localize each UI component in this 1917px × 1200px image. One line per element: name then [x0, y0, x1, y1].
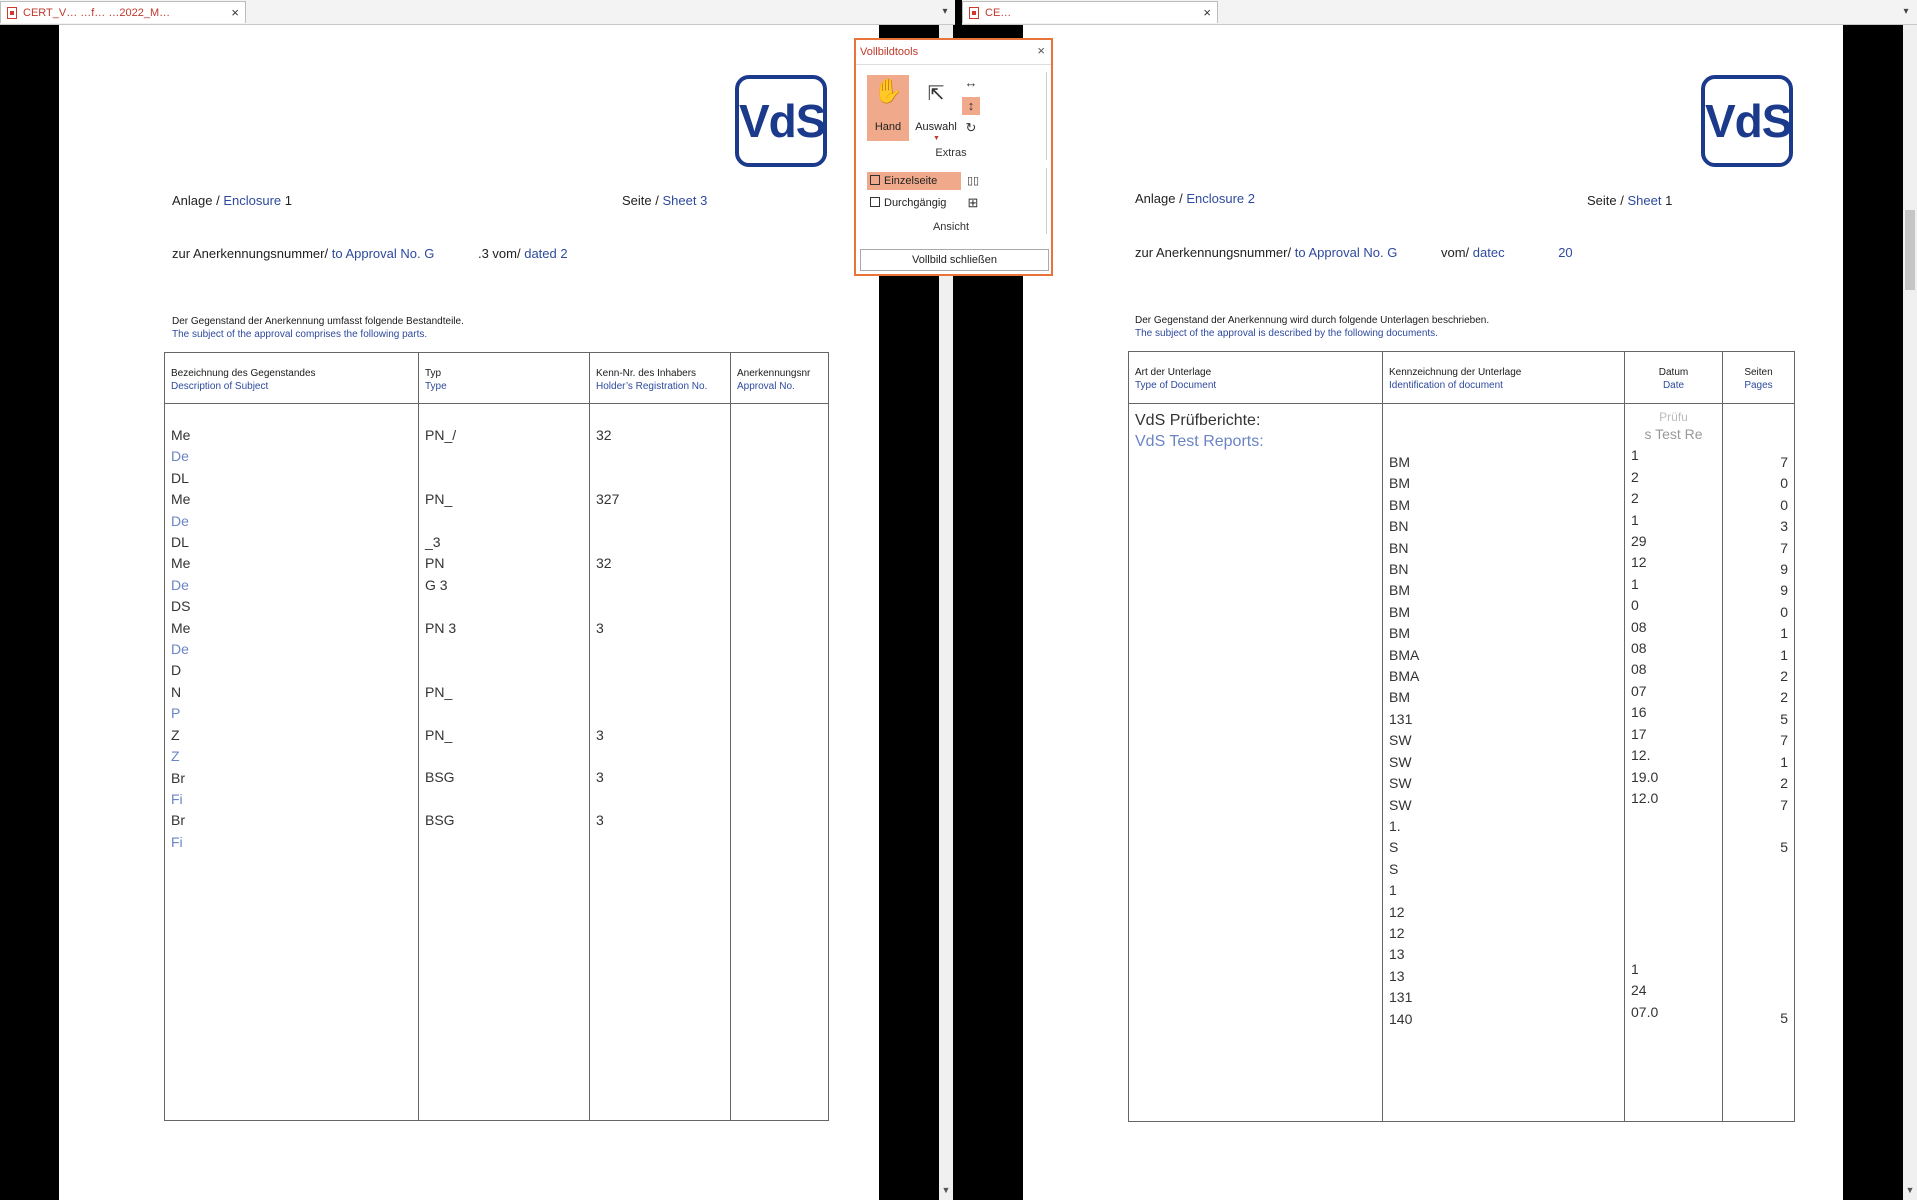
- cell-value: [596, 703, 724, 724]
- cell-value: De: [171, 576, 189, 593]
- cell-value: BM: [1389, 603, 1410, 620]
- cell-value: [425, 789, 583, 810]
- cell-value: De: [171, 512, 189, 529]
- cell-value: 08: [1631, 661, 1647, 678]
- panel-vertical-divider: [1046, 168, 1047, 234]
- cell-value: [596, 468, 724, 489]
- chevron-down-icon[interactable]: ▾: [942, 6, 948, 17]
- cell-value: 08: [1631, 618, 1647, 635]
- cell-value: 12.0: [1631, 789, 1659, 806]
- cell-value: [425, 746, 583, 767]
- left-tabbar: [0, 0, 955, 25]
- column-header-registration: Kenn-Nr. des Inhabers Holder’s Registration No.: [590, 353, 731, 404]
- cell-value: PN: [425, 555, 445, 572]
- cell-value: [1631, 852, 1716, 873]
- cell-value: 19.0: [1631, 768, 1659, 785]
- cell-value: [596, 596, 724, 617]
- cell-value: 16: [1631, 704, 1647, 721]
- cell-value: [425, 832, 583, 853]
- cell-value: 5: [1780, 1010, 1788, 1027]
- cell-value: [596, 511, 724, 532]
- cell-value: BMA: [1389, 668, 1420, 685]
- cell-value: 2: [1631, 468, 1639, 485]
- cell-value: Br: [171, 769, 185, 786]
- cell-value: BSG: [425, 812, 455, 829]
- enclosure-heading: Anlage / Enclosure 2: [1135, 191, 1255, 206]
- close-icon[interactable]: ×: [1037, 43, 1045, 58]
- right-page: [1023, 25, 1843, 1200]
- cell-value: 2: [1780, 689, 1788, 706]
- fit-width-icon[interactable]: ↔: [964, 75, 978, 90]
- cell-value: BSG: [425, 769, 455, 786]
- cell-value: G 3: [425, 576, 448, 593]
- close-icon[interactable]: ×: [231, 5, 239, 20]
- cell-value: 131: [1389, 710, 1413, 727]
- cell-value: Me: [171, 555, 191, 572]
- cell-value: [425, 596, 583, 617]
- cell-value: BM: [1389, 582, 1410, 599]
- right-scrollbar[interactable]: [1903, 25, 1917, 1200]
- cell-value: 7: [1780, 732, 1788, 749]
- vds-logo: VdS: [735, 75, 827, 167]
- pages-column: [1723, 404, 1795, 1122]
- pdf-icon: [969, 7, 979, 19]
- column-header-identification: Kennzeichnung der Unterlage Identification of document: [1383, 352, 1625, 404]
- cell-value: [1729, 987, 1788, 1008]
- cell-value: 0: [1780, 496, 1788, 513]
- cell-value: [1729, 816, 1788, 837]
- cell-value: S: [1389, 839, 1399, 856]
- close-icon[interactable]: ×: [1203, 5, 1211, 20]
- scroll-down-icon[interactable]: ▼: [1905, 1185, 1915, 1195]
- cell-value: 131: [1389, 989, 1413, 1006]
- cell-value: DL: [171, 534, 189, 551]
- cell-value: 32: [596, 427, 612, 443]
- column-header-date: Datum Date: [1625, 352, 1723, 404]
- panel-divider: [856, 64, 1051, 65]
- date-column: [1625, 404, 1723, 1122]
- two-page-icon[interactable]: ▯▯: [966, 175, 980, 187]
- cell-value: 1: [1631, 511, 1639, 528]
- cell-value: 12: [1631, 554, 1647, 571]
- left-page: [59, 25, 879, 1200]
- cell-value: N: [171, 683, 182, 700]
- grid-icon[interactable]: ⊞: [967, 195, 979, 210]
- cell-value: 1: [1780, 753, 1788, 770]
- cell-value: _3: [425, 533, 441, 550]
- cell-value: 12.: [1631, 747, 1651, 764]
- scroll-thumb[interactable]: [1905, 210, 1915, 290]
- cell-value: 0: [1780, 475, 1788, 492]
- cell-value: 1: [1631, 961, 1639, 978]
- continuous-icon: [870, 197, 880, 207]
- cell-value: PN_: [425, 491, 453, 508]
- cell-value: Me: [171, 491, 191, 508]
- continuous-button[interactable]: Durchgängig: [867, 194, 961, 212]
- cell-value: BM: [1389, 496, 1410, 513]
- cell-value: [1631, 831, 1716, 852]
- cell-value: 5: [1780, 839, 1788, 856]
- cell-value: 1: [1631, 575, 1639, 592]
- cell-value: 32: [596, 555, 612, 572]
- identification-column: [1383, 404, 1625, 1122]
- single-page-icon: [870, 175, 880, 185]
- cell-value: [1729, 944, 1788, 965]
- cell-value: [1631, 916, 1716, 937]
- cell-value: 07.0: [1631, 1003, 1659, 1020]
- cell-value: 3: [596, 726, 604, 743]
- cell-value: SW: [1389, 732, 1412, 749]
- sheet-heading: Seite / Sheet 1: [1587, 193, 1673, 208]
- cell-value: 2: [1631, 490, 1639, 507]
- cell-value: P: [171, 705, 181, 722]
- column-header-document-type: Art der Unterlage Type of Document: [1129, 352, 1383, 404]
- single-page-button[interactable]: Einzelseite: [867, 172, 961, 190]
- date-column-top: Prüfu: [1659, 410, 1688, 424]
- doc-type-de: VdS Prüfberichte:: [1135, 412, 1261, 429]
- chevron-down-icon[interactable]: ▾: [1903, 6, 1909, 17]
- cell-value: [596, 746, 724, 767]
- cell-value: [425, 660, 583, 681]
- cell-value: 327: [596, 491, 620, 508]
- chevron-down-icon[interactable]: ▼: [933, 135, 940, 142]
- cell-value: [1729, 923, 1788, 944]
- cell-value: PN_/: [425, 427, 457, 443]
- cell-value: DL: [171, 469, 189, 486]
- cell-value: 7: [1780, 539, 1788, 556]
- cell-value: 7: [1780, 454, 1788, 470]
- hand-icon: ✋: [873, 78, 903, 105]
- cell-value: 24: [1631, 982, 1647, 999]
- rotate-icon[interactable]: ↻: [965, 120, 977, 135]
- cell-value: SW: [1389, 796, 1412, 813]
- cell-value: SW: [1389, 775, 1412, 792]
- cell-value: [1631, 895, 1716, 916]
- cell-value: [596, 532, 724, 553]
- doc-type-en: VdS Test Reports:: [1135, 433, 1264, 451]
- cell-value: D: [171, 662, 182, 679]
- cell-value: BM: [1389, 454, 1410, 470]
- cell-value: [1631, 938, 1716, 959]
- tab-right-label: CE…: [985, 7, 1012, 19]
- cell-value: 1: [1389, 882, 1397, 899]
- cell-value: [425, 468, 583, 489]
- cell-value: BN: [1389, 561, 1409, 578]
- cell-value: BN: [1389, 539, 1409, 556]
- cell-value: 12: [1389, 903, 1405, 920]
- cell-value: 2: [1780, 668, 1788, 685]
- cell-value: De: [171, 448, 189, 465]
- view-group-label: Ansicht: [932, 221, 970, 233]
- cell-value: 12: [1389, 924, 1405, 941]
- tab-left-document[interactable]: [0, 1, 246, 23]
- pdf-icon: [7, 7, 17, 19]
- cell-value: 0: [1780, 603, 1788, 620]
- cell-value: 13: [1389, 946, 1405, 963]
- fit-height-icon[interactable]: ↕: [962, 97, 980, 115]
- left-document-pane: [0, 25, 938, 1200]
- intro-text: Der Gegenstand der Anerkennung wird durch folgende Unterlagen beschrieben. The subject of the approval is described by the following documents.: [1135, 315, 1490, 339]
- cell-value: PN_: [425, 683, 453, 700]
- hand-tool-button[interactable]: [867, 75, 909, 141]
- select-tool-button[interactable]: [912, 75, 960, 141]
- panel-vertical-divider: [1046, 72, 1047, 160]
- cell-value: Me: [171, 619, 191, 636]
- cell-value: [596, 789, 724, 810]
- cell-value: 0: [1631, 597, 1639, 614]
- cell-value: [1631, 809, 1716, 830]
- cell-value: 1: [1780, 625, 1788, 642]
- cell-value: BN: [1389, 518, 1409, 535]
- approval-line: zur Anerkennungsnummer/ to Approval No. G vom/ datec 20: [1135, 245, 1573, 260]
- cell-value: Z: [171, 748, 180, 765]
- cell-value: BM: [1389, 689, 1410, 706]
- tab-right-document[interactable]: [962, 1, 1218, 23]
- cell-value: BM: [1389, 625, 1410, 642]
- right-tabbar: [962, 0, 1917, 25]
- cell-value: Br: [171, 812, 185, 829]
- panel-title: Vollbildtools: [860, 46, 919, 58]
- cell-value: 3: [596, 812, 604, 829]
- cell-value: 5: [1780, 710, 1788, 727]
- cell-value: S: [1389, 860, 1399, 877]
- cell-value: PN 3: [425, 619, 457, 636]
- cell-value: 29: [1631, 533, 1647, 550]
- cell-value: [425, 446, 583, 467]
- cell-value: [425, 703, 583, 724]
- cell-value: [1631, 873, 1716, 894]
- cell-value: DS: [171, 598, 191, 615]
- select-tool-label: Auswahl: [915, 121, 957, 133]
- cell-value: [1729, 901, 1788, 922]
- date-values: [1631, 445, 1716, 1023]
- cell-value: 7: [1780, 796, 1788, 813]
- cell-value: 9: [1780, 561, 1788, 578]
- description-column: [165, 404, 419, 1121]
- document-type-column: [1129, 404, 1383, 1122]
- cell-value: [596, 832, 724, 853]
- cell-value: 140: [1389, 1010, 1413, 1027]
- tab-left-label: CERT_V… …f… …2022_M…: [23, 7, 171, 19]
- vds-logo: VdS: [1701, 75, 1793, 167]
- documents-table: [1128, 351, 1795, 1122]
- registration-column: [590, 404, 731, 1121]
- cell-value: [596, 660, 724, 681]
- cell-value: 1: [1631, 447, 1639, 464]
- cell-value: SW: [1389, 753, 1412, 770]
- hand-tool-label: Hand: [874, 121, 902, 133]
- cell-value: 08: [1631, 640, 1647, 657]
- column-header-approval: Anerkennungsnr Approval No.: [731, 353, 829, 404]
- cell-value: [596, 446, 724, 467]
- cell-value: 13: [1389, 967, 1405, 984]
- date-column-top2: s Test Re: [1644, 426, 1703, 442]
- column-header-type: Typ Type: [419, 353, 590, 404]
- cell-value: 2: [1780, 775, 1788, 792]
- type-column: [419, 404, 590, 1121]
- cell-value: [596, 682, 724, 703]
- sheet-heading: Seite / Sheet 3: [622, 193, 708, 208]
- cell-value: Z: [171, 726, 180, 743]
- cell-value: [425, 639, 583, 660]
- cell-value: Me: [171, 427, 191, 443]
- cell-value: 17: [1631, 725, 1647, 742]
- cell-value: 1.: [1389, 817, 1401, 834]
- cell-value: Fi: [171, 790, 183, 807]
- cell-value: [425, 511, 583, 532]
- cell-value: 3: [596, 619, 604, 636]
- cell-value: BMA: [1389, 646, 1420, 663]
- cell-value: [1729, 859, 1788, 880]
- cell-value: 1: [1780, 646, 1788, 663]
- right-document-pane: [962, 25, 1903, 1200]
- cell-value: PN_: [425, 726, 453, 743]
- column-header-description: Bezeichnung des Gegenstandes Description of Subject: [165, 353, 419, 404]
- cell-value: 07: [1631, 682, 1647, 699]
- close-fullscreen-button[interactable]: Vollbild schließen: [860, 249, 1049, 271]
- cell-value: 3: [596, 769, 604, 786]
- extras-group-label: Extras: [935, 147, 967, 159]
- cell-value: [596, 575, 724, 596]
- cell-value: [596, 639, 724, 660]
- cell-value: 3: [1780, 518, 1788, 535]
- enclosure-heading: Anlage / Enclosure 1: [172, 193, 292, 208]
- cell-value: [1729, 966, 1788, 987]
- intro-text: Der Gegenstand der Anerkennung umfasst folgende Bestandteile. The subject of the approval comprises the following parts.: [172, 316, 464, 340]
- cell-value: Fi: [171, 833, 183, 850]
- parts-table: [164, 352, 829, 1121]
- approval-column: [731, 404, 829, 1121]
- scroll-down-icon[interactable]: ▼: [941, 1185, 951, 1195]
- cell-value: BM: [1389, 475, 1410, 492]
- cell-value: De: [171, 641, 189, 658]
- approval-line: zur Anerkennungsnummer/ to Approval No. G .3 vom/ dated 2: [172, 246, 568, 261]
- column-header-pages: Seiten Pages: [1723, 352, 1795, 404]
- cell-value: [1729, 880, 1788, 901]
- cursor-icon: ⇱: [927, 83, 945, 105]
- fullscreen-tools-panel: [854, 38, 1053, 276]
- cell-value: 9: [1780, 582, 1788, 599]
